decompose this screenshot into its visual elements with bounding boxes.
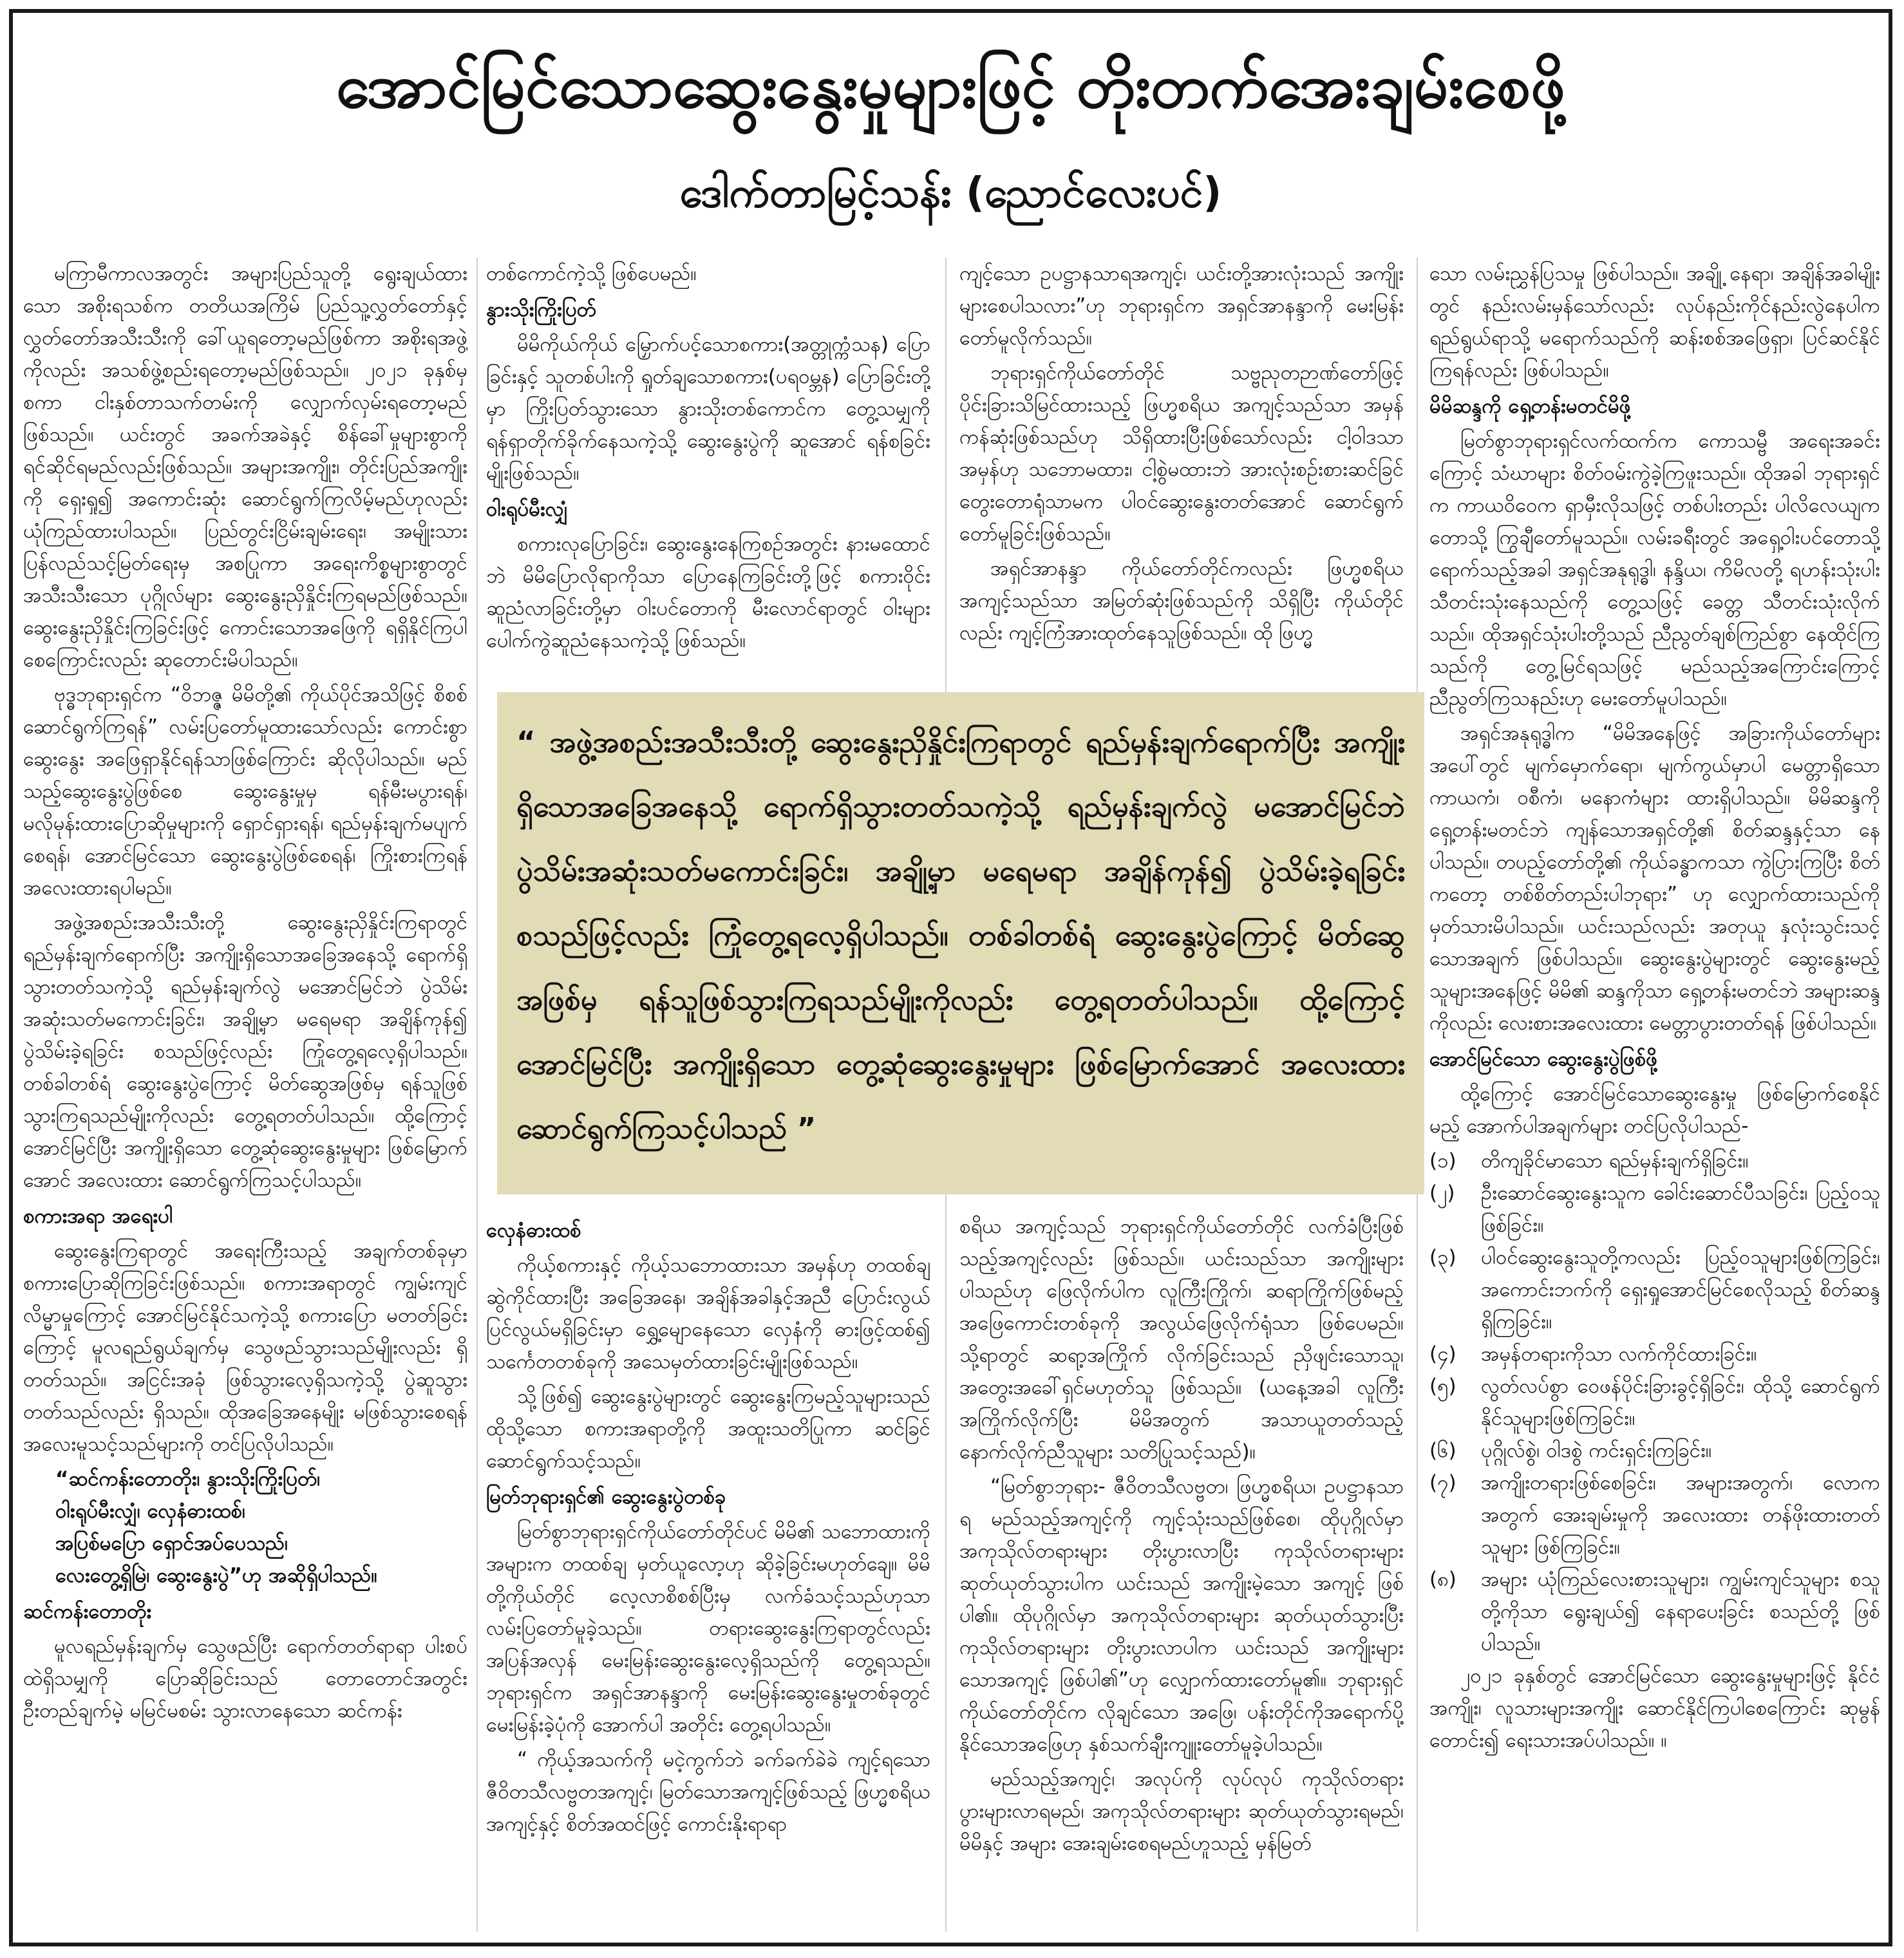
section-heading: အောင်မြင်သော ဆွေးနွေးပွဲဖြစ်ဖို့ [1429,1048,1657,1071]
paragraph: သို့ဖြစ်၍ ဆွေးနွေးပွဲများတွင် ဆွေးနွေးကြမည့်သူများသည် ထိုသို့သော စကားအရာတို့ကို အထူးသတိပြုကာ ဆင်ခြင်ဆောင်ရွက်သင့်သည်။ [486,1385,930,1473]
verse-line: အပြစ်မပြော ရှောင်အပ်ပေသည်၊ [55,1532,288,1555]
column-4 [1429,258,1880,1938]
verse-line: ဝါးရုပ်မီးလျှံ၊ လှေနံဓားထစ်၊ [55,1500,245,1523]
list-item [1429,1145,1880,1177]
verse-line: လေးတွေ့ရှိမြဲ၊ ဆွေးနွေးပွဲ”ဟု အဆိုရှိပါသည်။ [55,1564,377,1587]
list-text: အမှန်တရားကိုသာ လက်ကိုင်ထားခြင်း။ [1481,1342,1757,1366]
section-heading: ဆင်ကန်းတောတိုး [23,1600,152,1623]
column-1 [23,258,467,1938]
paragraph: မကြာမီကာလအတွင်း အများပြည်သူတို့ ရွေးချယ်ထားသော အစိုးရသစ်က တတိယအကြိမ် ပြည်သူ့လွှတ်တော်နှင့် လွှတ်တော်အသီးသီးကို ခေါ်ယူရတော့မည်ဖြစ်ကာ အစိုးရအဖွဲ့ကိုလည်း အသစ်ဖွဲ့စည်းရတော့မည်ဖြစ်သည်။ ၂၀၂၁ ခုနှစ်မှစကာ ငါးနှစ်တာသက်တမ်းကို လျှောက်လှမ်းရတော့မည်ဖြစ်သည်။ ယင်းတွင် အခက်အခဲနှင့် စိန်ခေါ်မှုများစွာကို ရင်ဆိုင်ရမည်လည်းဖြစ်သည်။ အများအကျိုး၊ တိုင်းပြည်အကျိုးကို ရှေးရှု၍ အကောင်းဆုံး ဆောင်ရွက်ကြလိမ့်မည်ဟုလည်း ယုံကြည်ထားပါသည်။ ပြည်တွင်းငြိမ်းချမ်းရေး၊ အမျိုးသားပြန်လည်သင့်မြတ်ရေးမှ အစပြုကာ အရေးကိစ္စများစွာတွင် အသီးသီးသော ပုဂ္ဂိုလ်များ ဆွေးနွေးညှိနှိုင်းကြရမည်ဖြစ်သည်။ ဆွေးနွေးညှိနှိုင်းကြခြင်းဖြင့် ကောင်းသောအဖြေကို ရရှိနိုင်ကြပါစေကြောင်းလည်း ဆုတောင်းမိပါသည်။ [23,262,467,672]
list-number: (၁) [1429,1149,1456,1172]
newspaper-page [9,9,1892,1946]
paragraph: ဗုဒ္ဓဘုရားရှင်က “ဝိဘဇ္ဇ မိမိတို့၏ ကိုယ်ပိုင်အသိဖြင့် စိစစ်ဆောင်ရွက်ကြရန်” လမ်းပြတော်မူထားသော်လည်း ကောင်းစွာ ဆွေးနွေး အဖြေရှာနိုင်ရန်သာဖြစ်ကြောင်း ဆိုလိုပါသည်။ မည်သည့်ဆွေးနွေးပွဲဖြစ်စေ ဆွေးနွေးမှုမှ ရန်မီးမပွားရန်၊ မလိုမုန်းထားပြောဆိုမှုများကို ရှောင်ရှားရန်၊ ရည်မှန်းချက်မပျက်စေရန်၊ အောင်မြင်သော ဆွေးနွေးပွဲဖြစ်စေရန်၊ ကြိုးစားကြရန် အလေးထားရပါမည်။ [23,683,467,899]
list-number: (၇) [1429,1471,1456,1494]
paragraph: “မြတ်စွာဘုရား- ဇီဝိတသီလဗ္ဗတ၊ ဖြဟ္မစရိယ၊ ဥပဋ္ဌာနသာရ မည်သည့်အကျင့်ကို ကျင့်သုံးသည်ဖြစ်စေ၊ ထိုပုဂ္ဂိုလ်မှာ အကုသိုလ်တရားများ တိုးပွားလာပြီး ကုသိုလ်တရားများ ဆုတ်ယုတ်သွားပါက ယင်းသည် အကျိုးမဲ့သော အကျင့် ဖြစ်ပါ၏။ ထိုပုဂ္ဂိုလ်မှာ အကုသိုလ်တရားများ ဆုတ်ယုတ်သွားပြီး ကုသိုလ်တရားများ တိုးပွားလာပါက ယင်းသည် အကျိုးများသောအကျင့် ဖြစ်ပါ၏”ဟု လျှောက်ထားတော်မူ၏။ ဘုရားရှင်ကိုယ်တော်တိုင်က လိုချင်သော အဖြေ၊ ပန်းတိုင်ကိုအရောက်ပို့နိုင်သောအဖြေဟု နှစ်သက်ချီးကျူးတော်မူခဲ့ပါသည်။ [959,1475,1404,1756]
column-2-bottom [486,1210,930,1938]
section-heading: မြတ်ဘုရားရှင်၏ ဆွေးနွေးပွဲတစ်ခု [486,1485,726,1509]
paragraph: ဘုရားရှင်ကိုယ်တော်တိုင် သဗ္ဗညုတဉာဏ်တော်ဖြင့် ပိုင်းခြားသိမြင်ထားသည့် ဖြဟ္မစရိယ အကျင့်သည်သာ အမှန်ကန်ဆုံးဖြစ်သည်ဟု သိရှိထားပြီးဖြစ်သော်လည်း ငါ့ဝါဒသာအမှန်ဟု သဘောမထား၊ ငါ့စွဲမထားဘဲ အားလုံးစဉ်းစားဆင်ခြင် တွေးတောရုံသာမက ပါဝင်ဆွေးနွေးတတ်အောင် ဆောင်ရွက်တော်မူခြင်းဖြစ်သည်။ [959,361,1404,545]
paragraph: အဖွဲ့အစည်းအသီးသီးတို့ ဆွေးနွေးညှိနှိုင်းကြရာတွင် ရည်မှန်းချက်ရောက်ပြီး အကျိုးရှိသောအခြေအနေသို့ ရောက်ရှိသွားတတ်သကဲ့သို့ ရည်မှန်းချက်လွဲ မအောင်မြင်ဘဲ ပွဲသိမ်းအဆုံးသတ်မကောင်းခြင်း၊ အချို့မှာ မရေမရာ အချိန်ကုန်၍ ပွဲသိမ်းခဲ့ရခြင်း စသည်ဖြင့်လည်း ကြုံတွေ့ရလေ့ရှိပါသည်။ တစ်ခါတစ်ရံ ဆွေးနွေးပွဲကြောင့် မိတ်ဆွေအဖြစ်မှ ရန်သူဖြစ်သွားကြရသည်မျိုးကိုလည်း တွေ့ရတတ်ပါသည်။ ထို့ကြောင့် အောင်မြင်ပြီး အကျိုးရှိသော တွေ့ဆုံဆွေးနွေးမှုများ ဖြစ်မြောက်အောင် အလေးထား ဆောင်ရွက်ကြသင့်ပါသည်။ [23,911,467,1192]
column-divider [476,258,478,1932]
list-item [1429,1563,1880,1660]
paragraph: “ ကိုယ့်အသက်ကို မငဲ့ကွက်ဘဲ ခက်ခက်ခဲခဲ ကျင့်ရသော ဇီဝိတသီလဗ္ဗတအကျင့်၊ မြတ်သောအကျင့်ဖြစ်သည့် ဖြဟ္မစရိယ အကျင့်နှင့် စိတ်အထင်ဖြင့် ကောင်းနိုးရာရာ [486,1748,930,1836]
list-number: (၄) [1429,1342,1456,1366]
section-heading: လှေနံဓားထစ် [486,1219,581,1242]
paragraph: ထို့ကြောင့် အောင်မြင်သောဆွေးနွေးမှု ဖြစ်မြောက်စေနိုင်မည့် အောက်ပါအချက်များ တင်ပြလိုပါသည်- [1429,1082,1880,1138]
paragraph: သော လမ်းညွှန်ပြသမှု ဖြစ်ပါသည်။ အချို့ နေရာ၊ အချိန်အခါမျိုးတွင် နည်းလမ်းမှန်သော်လည်း လုပ်နည်းကိုင်နည်းလွဲနေပါက ရည်ရွယ်ရာသို့ မရောက်သည်ကို ဆန်းစစ်အဖြေရှာ၊ ပြင်ဆင်နိုင်ကြရန်လည်း ဖြစ်ပါသည်။ [1429,262,1880,382]
list-text: အကျိုးတရားဖြစ်စေခြင်း၊ အများအတွက်၊ လောကအတွက် အေးချမ်းမှုကို အလေးထား တန်ဖိုးထားတတ်သူများ ဖြစ်ကြခြင်း။ [1481,1471,1880,1559]
section-heading: မိမိဆန္ဒကို ရှေ့တန်းမတင်မိဖို့ [1429,395,1631,418]
list-number: (၈) [1429,1568,1456,1591]
column-3-top [959,258,1404,682]
paragraph: မိမိကိုယ်ကိုယ် မြှောက်ပင့်သောစကား(အတ္တုက္ကံသန) ပြောခြင်းနှင့် သူတစ်ပါးကို ရှုတ်ချသောစကား(ပရဝမ္ဘန) ပြောခြင်းတို့မှာ ကြိုးပြတ်သွားသော နွားသိုးတစ်ကောင်က တွေ့သမျှကို ရန်ရှာတိုက်ခိုက်နေသကဲ့သို့ ဆွေးနွေးပွဲကို ဆူအောင် ရန်စခြင်းမျိုးဖြစ်သည်။ [486,333,930,485]
column-2-top [486,258,930,682]
article-byline: ဒေါက်တာမြင့်သန်း (ညောင်လေးပင်) [679,169,1222,217]
paragraph: ဆွေးနွေးကြရာတွင် အရေးကြီးသည့် အချက်တစ်ခုမှာ စကားပြောဆိုကြခြင်းဖြစ်သည်။ စကားအရာတွင် ကျွမ်းကျင်လိမ္မာမှုကြောင့် အောင်မြင်နိုင်သကဲ့သို့ စကားပြော မတတ်ခြင်းကြောင့် မူလရည်ရွယ်ချက်မှ သွေဖည်သွားသည်မျိုးလည်း ရှိတတ်သည်။ အငြင်းအခုံ ဖြစ်သွားလေ့ရှိသကဲ့သို့ ပွဲဆူသွားတတ်သည်လည်း ရှိသည်။ ထိုအခြေအနေမျိုး မဖြစ်သွားစေရန် အလေးမူသင့်သည်များကို တင်ပြလိုပါသည်။ [23,1239,467,1456]
paragraph: ကိုယ့်စကားနှင့် ကိုယ့်သဘောထားသာ အမှန်ဟု တထစ်ချ ဆွဲကိုင်ထားပြီး အခြေအနေ၊ အချိန်အခါနှင့်အညီ ပြောင်းလွယ်ပြင်လွယ်မရှိခြင်းမှာ ရွှေ့မျောနေသော လှေနံကို ဓားဖြင့်ထစ်၍ သင်္ကေတတစ်ခုကို အသေမှတ်ထားခြင်းမျိုးဖြစ်သည်။ [486,1254,930,1373]
list-number: (၂) [1429,1181,1455,1205]
list-item [1429,1435,1880,1467]
paragraph: မြတ်စွာဘုရားရှင်ကိုယ်တော်တိုင်ပင် မိမိ၏ သဘောထားကို အများက တထစ်ချ မှတ်ယူလော့ဟု ဆိုခဲ့ခြင်းမဟုတ်ချေ။ မိမိတို့ကိုယ်တိုင် လေ့လာစိစစ်ပြီးမှ လက်ခံသင့်သည်ဟုသာ လမ်းပြတော်မူခဲ့သည်။ တရားဆွေးနွေးကြရာတွင်လည်း အပြန်အလှန် မေးမြန်းဆွေးနွေးလေ့ရှိသည်ကို တွေ့ရသည်။ ဘုရားရှင်က အရှင်အာနန္ဒာကို မေးမြန်းဆွေးနွေးမှုတစ်ခုတွင် မေးမြန်းခဲ့ပုံကို အောက်ပါ အတိုင်း တွေ့ရပါသည်။ [486,1520,930,1737]
list-item [1429,1338,1880,1370]
list-text: လွတ်လပ်စွာ ဝေဖန်ပိုင်းခြားခွင့်ရှိခြင်း၊ ထိုသို့ ဆောင်ရွက်နိုင်သူများဖြစ်ကြခြင်း။ [1481,1375,1880,1430]
list-number: (၆) [1429,1439,1456,1462]
paragraph: စရိယ အကျင့်သည် ဘုရားရှင်ကိုယ်တော်တိုင် လက်ခံပြီးဖြစ်သည့်အကျင့်လည်း ဖြစ်သည်။ ယင်းသည်သာ အကျိုးများပါသည်ဟု ဖြေလိုက်ပါက လူကြီးကြိုက်၊ ဆရာကြိုက်ဖြစ်မည့် အဖြေကောင်းတစ်ခုကို အလွယ်ဖြေလိုက်ရုံသာ ဖြစ်ပေမည်။ သို့ရာတွင် ဆရာ့အကြိုက် လိုက်ခြင်းသည် ညှိဖျင်းသောသူ၊ အတွေးအခေါ်ရှင်မဟုတ်သူ ဖြစ်သည်။ (ယနေ့အခါ လူကြီးအကြိုက်လိုက်ပြီး မိမိအတွက် အသာယူတတ်သည့် နောက်လိုက်ညီသူများ သတိပြုသင့်သည်)။ [959,1215,1404,1464]
paragraph: တစ်ကောင်ကဲ့သို့ ဖြစ်ပေမည်။ [486,262,697,285]
list-text: အများ ယုံကြည်လေးစားသူများ၊ ကျွမ်းကျင်သူများ စသူတို့ကိုသာ ရွေးချယ်၍ နေရာပေးခြင်း စသည်တို့ ဖြစ်ပါသည်။ [1481,1568,1880,1655]
paragraph: ကျင့်သော ဥပဋ္ဌာနသာရအကျင့်၊ ယင်းတို့အားလုံးသည် အကျိုးများစေပါသလား”ဟု ဘုရားရှင်က အရှင်အာနန္ဒာကို မေးမြန်းတော်မူလိုက်သည်။ [959,262,1404,350]
list-item [1429,1241,1880,1338]
paragraph: အရှင်အာနန္ဒာ ကိုယ်တော်တိုင်ကလည်း ဖြဟ္မစရိယ အကျင့်သည်သာ အမြတ်ဆုံးဖြစ်သည်ကို သိရှိပြီး ကိုယ်တိုင်လည်း ကျင့်ကြံအားထုတ်နေသူဖြစ်သည်။ ထို ဖြဟ္မ [959,557,1404,645]
section-heading: စကားအရာ အရေးပါ [23,1205,173,1228]
paragraph: မူလရည်မှန်းချက်မှ သွေဖည်ပြီး ရောက်တတ်ရာရာ ပါးစပ်ထဲရှိသမျှကို ပြောဆိုခြင်းသည် တောတောင်အတွင်း ဦးတည်ချက်မဲ့ မမြင်မစမ်း သွားလာနေသော ဆင်ကန်း [23,1635,467,1722]
list-text: ပါဝင်ဆွေးနွေးသူတို့ကလည်း ပြည့်ဝသူများဖြစ်ကြခြင်း၊ အကောင်းဘက်ကို ရှေးရှုအောင်မြင်စေလိုသည့် စိတ်ဆန္ဒရှိကြခြင်း။ [1481,1246,1880,1333]
paragraph: ၂၀၂၁ ခုနှစ်တွင် အောင်မြင်သော ဆွေးနွေးမှုများဖြင့် နိုင်ငံအကျိုး၊ လူသားများအကျိုး ဆောင်နိုင်ကြပါစေကြောင်း ဆုမွန်တောင်း၍ ရေးသားအပ်ပါသည်။ ။ [1429,1664,1880,1752]
paragraph: မြတ်စွာဘုရားရှင်လက်ထက်က ကောသမ္ဗီ အရေးအခင်းကြောင့် သံဃာများ စိတ်ဝမ်းကွဲခဲ့ကြဖူးသည်။ ထိုအခါ ဘုရားရှင်က ကာယဝိဝေက ရှာမှီးလိုသဖြင့် တစ်ပါးတည်း ပါလိလေယျကတောသို့ ကြွချီတော်မူသည်။ လမ်းခရီးတွင် အရှေ့ဝါးပင်တောသို့ ရောက်သည့်အခါ အရှင်အနုရုဒ္ဓါ၊ နန္ဒိယ၊ ကိမိလတို့ ရဟန်းသုံးပါး သီတင်းသုံးနေသည်ကို တွေ့သဖြင့် ခေတ္တ သီတင်းသုံးလိုက်သည်။ ထိုအရှင်သုံးပါးတို့သည် ညီညွတ်ချစ်ကြည်စွာ နေထိုင်ကြသည်ကို တွေ့မြင်ရသဖြင့် မည်သည့်အကြောင်းကြောင့် ညီညွတ်ကြသနည်းဟု မေးတော်မူပါသည်။ [1429,429,1880,710]
list-text: ပုဂ္ဂိုလ်စွဲ၊ ဝါဒစွဲ ကင်းရှင်းကြခြင်း။ [1481,1439,1712,1462]
article-title: အောင်မြင်သောဆွေးနွေးမှုများဖြင့် တိုးတက်အေးချမ်းစေဖို့ [336,52,1565,122]
section-heading: နွားသိုးကြိုးပြတ် [486,298,596,321]
list-text: ဦးဆောင်ဆွေးနွေးသူက ခေါင်းဆောင်ပီသခြင်း၊ ပြည့်ဝသူဖြစ်ခြင်း။ [1481,1181,1880,1237]
list-text: တိကျခိုင်မာသော ရည်မှန်းချက်ရှိခြင်း။ [1481,1149,1749,1172]
list-number: (၅) [1429,1375,1456,1398]
paragraph: စကားလုပြောခြင်း၊ ဆွေးနွေးနေကြစဉ်အတွင်း နားမထောင်ဘဲ မိမိပြောလိုရာကိုသာ ပြောနေကြခြင်းတို့ဖြင့် စကားဝိုင်း ဆူညံလာခြင်းတို့မှာ ဝါးပင်တောကို မီးလောင်ရာတွင် ဝါးများ ပေါက်ကွဲဆူညံနေသကဲ့သို့ ဖြစ်သည်။ [486,532,930,652]
list-item [1429,1177,1880,1241]
list-item [1429,1467,1880,1563]
column-3-bottom [959,1210,1404,1938]
pull-quote: “ အဖွဲ့အစည်းအသီးသီးတို့ ဆွေးနွေးညှိနှိုင်းကြရာတွင် ရည်မှန်းချက်ရောက်ပြီး အကျိုးရှိသောအခြေအနေသို့ ရောက်ရှိသွားတတ်သကဲ့သို့ ရည်မှန်းချက်လွဲ မအောင်မြင်ဘဲ ပွဲသိမ်းအဆုံးသတ်မကောင်းခြင်း၊ အချို့မှာ မရေမရာ အချိန်ကုန်၍ ပွဲသိမ်းခဲ့ရခြင်း စသည်ဖြင့်လည်း ကြုံတွေ့ရလေ့ရှိပါသည်။ တစ်ခါတစ်ရံ ဆွေးနွေးပွဲကြောင့် မိတ်ဆွေအဖြစ်မှ ရန်သူဖြစ်သွားကြရသည်မျိုးကိုလည်း တွေ့ရတတ်ပါသည်။ ထို့ကြောင့် အောင်မြင်ပြီး အကျိုးရှိသော တွေ့ဆုံဆွေးနွေးမှုများ ဖြစ်မြောက်အောင် အလေးထားဆောင်ရွက်ကြသင့်ပါသည် ” [497,692,1424,1194]
list-item [1429,1370,1880,1435]
paragraph: အရှင်အနုရုဒ္ဓါက “မိမိအနေဖြင့် အခြားကိုယ်တော်များအပေါ်တွင် မျက်မှောက်ရော၊ မျက်ကွယ်မှာပါ မေတ္တာရှိသော ကာယကံ၊ ဝစီကံ၊ မနောကံများ ထားရှိပါသည်။ မိမိဆန္ဒကို ရှေ့တန်းမတင်ဘဲ ကျန်သောအရှင်တို့၏ စိတ်ဆန္ဒနှင့်သာ နေပါသည်။ တပည့်တော်တို့၏ ကိုယ်ခန္ဓာကသာ ကွဲပြားကြပြီး စိတ်ကတော့ တစ်စိတ်တည်းပါဘုရား” ဟု လျှောက်ထားသည်ကို မှတ်သားမိပါသည်။ ယင်းသည်လည်း အတုယူ နှလုံးသွင်းသင့်သောအချက် ဖြစ်ပါသည်။ ဆွေးနွေးပွဲများတွင် ဆွေးနွေးမည့်သူများအနေဖြင့် မိမိ၏ ဆန္ဒကိုသာ ရှေ့တန်းမတင်ဘဲ အများဆန္ဒကိုလည်း လေးစားအလေးထား မေတ္တာပွားတတ်ရန် ဖြစ်ပါသည်။ [1429,722,1880,1035]
list-number: (၃) [1429,1246,1456,1269]
section-heading: ဝါးရုပ်မီးလျှံ [486,498,568,521]
verse-line: “ဆင်ကန်းတောတိုး၊ နွားသိုးကြိုးပြတ်၊ [55,1467,321,1491]
paragraph: မည်သည့်အကျင့်၊ အလုပ်ကို လုပ်လုပ် ကုသိုလ်တရားပွားများလာရမည်၊ အကုသိုလ်တရားများ ဆုတ်ယုတ်သွားရမည်၊ မိမိနှင့် အများ အေးချမ်းစေရမည်ဟူသည့် မှန်မြတ် [959,1767,1404,1855]
